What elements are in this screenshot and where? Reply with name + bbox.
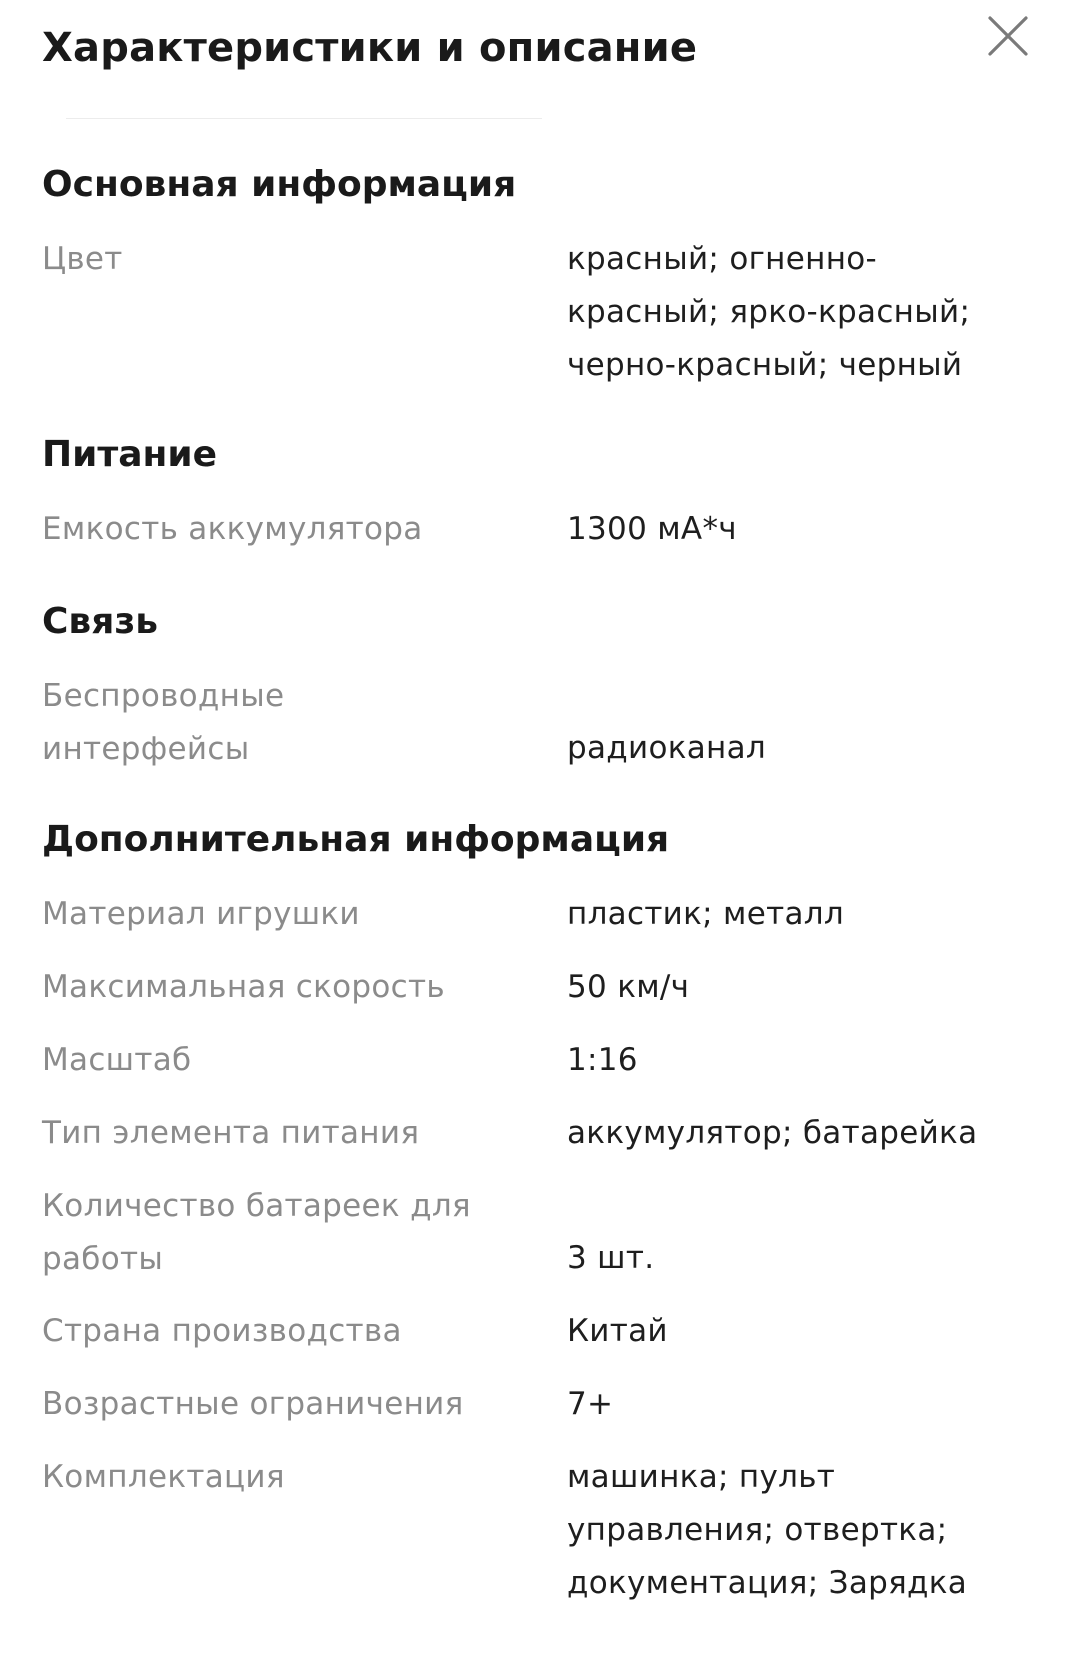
spec-label-max-speed: Максимальная скорость: [42, 969, 445, 1005]
section-title-additional: Дополнительная информация: [42, 819, 670, 860]
spec-label-scale: Масштаб: [42, 1042, 192, 1078]
spec-label-material: Материал игрушки: [42, 896, 360, 932]
section-title-connectivity: Связь: [42, 601, 158, 642]
page-title: Характеристики и описание: [42, 25, 698, 71]
spec-label-color: Цвет: [42, 241, 123, 277]
spec-value-battery-capacity: 1300 мА*ч: [567, 511, 737, 547]
divider: [66, 118, 542, 119]
spec-label-wireless: Беспроводные интерфейсы: [42, 678, 285, 767]
spec-value-country: Китай: [567, 1313, 668, 1349]
spec-value-material: пластик; металл: [567, 896, 844, 932]
spec-label-age: Возрастные ограничения: [42, 1386, 464, 1422]
close-icon: [986, 14, 1030, 58]
spec-value-battery-count: 3 шт.: [567, 1240, 655, 1276]
spec-value-max-speed: 50 км/ч: [567, 969, 690, 1005]
spec-value-package: машинка; пульт управления; отвертка; документация; Зарядка: [567, 1459, 968, 1601]
section-title-power: Питание: [42, 434, 218, 475]
spec-label-battery-capacity: Емкость аккумулятора: [42, 511, 423, 547]
spec-value-color: красный; огненно- красный; ярко-красный; черно-красный; черный: [567, 241, 971, 383]
spec-label-package: Комплектация: [42, 1459, 285, 1495]
spec-value-age: 7+: [567, 1386, 614, 1422]
close-button[interactable]: [986, 14, 1030, 58]
spec-label-battery-count: Количество батареек для работы: [42, 1188, 471, 1277]
spec-value-power-type: аккумулятор; батарейка: [567, 1115, 978, 1151]
spec-value-scale: 1:16: [567, 1042, 638, 1078]
spec-label-power-type: Тип элемента питания: [42, 1115, 420, 1151]
spec-label-country: Страна производства: [42, 1313, 402, 1349]
section-title-basic: Основная информация: [42, 164, 517, 205]
spec-value-wireless: радиоканал: [567, 730, 767, 766]
